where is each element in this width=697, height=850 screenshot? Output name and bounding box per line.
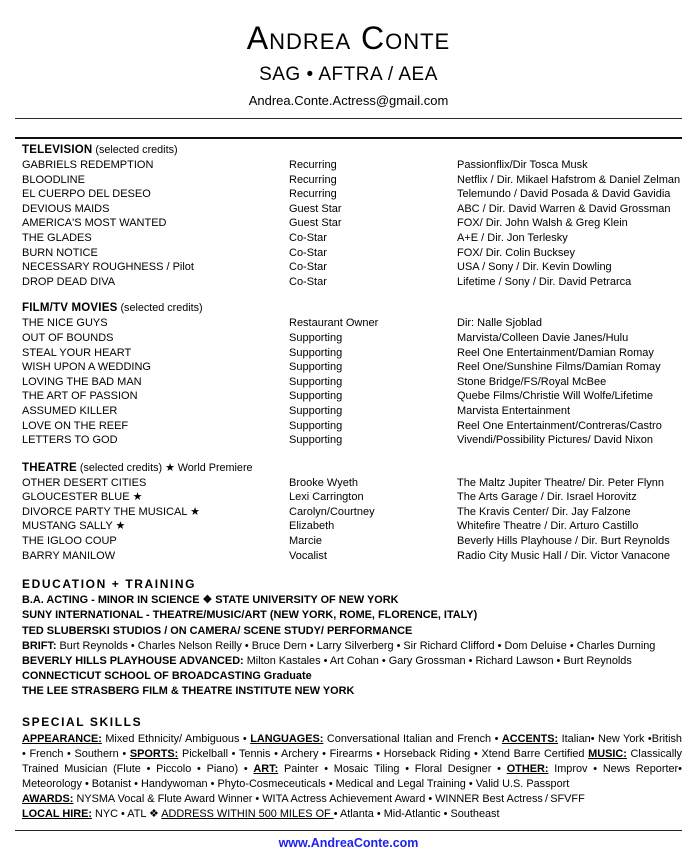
table-row bbox=[22, 404, 682, 419]
credit-role: Lexi Carrington bbox=[289, 491, 364, 504]
table-row bbox=[22, 519, 682, 534]
skill-category-label: MUSIC: bbox=[588, 747, 627, 760]
skill-text: Painter • Mosaic Tiling • Floral Designer • bbox=[278, 762, 507, 775]
education-label: SUNY INTERNATIONAL - THEATRE/MUSIC/ART (NEW YORK, ROME, FLORENCE, ITALY) bbox=[22, 609, 478, 622]
skills-paragraph bbox=[22, 732, 682, 792]
credit-title: LOVING THE BAD MAN bbox=[22, 375, 142, 388]
skill-category-label: ACCENTS: bbox=[501, 732, 559, 745]
credit-role: Co-Star bbox=[289, 246, 327, 259]
local-hire-text: • Atlanta • Mid-Atlantic • Southeast bbox=[333, 807, 500, 820]
credit-role: Co-Star bbox=[289, 231, 327, 244]
education-line bbox=[22, 639, 682, 654]
skill-category-label: APPEARANCE: bbox=[22, 732, 102, 745]
skill-category-label: ART: bbox=[253, 762, 279, 775]
film-credits bbox=[22, 316, 682, 447]
credit-title: BLOODLINE bbox=[22, 173, 85, 186]
credit-role: Co-Star bbox=[289, 261, 327, 274]
credit-studio: Passionflix/Dir Tosca Musk bbox=[457, 159, 588, 171]
table-row bbox=[22, 202, 682, 217]
resume-header bbox=[15, 0, 682, 108]
credit-role: Supporting bbox=[289, 346, 343, 359]
credit-studio: Whitefire Theatre / Dir. Arturo Castillo bbox=[457, 520, 639, 533]
credit-studio: Reel One Entertainment/Damian Romay bbox=[457, 346, 654, 359]
education-label: BRIFT: bbox=[22, 639, 57, 652]
skill-text: Italian• New York •British • French • Southern • bbox=[22, 732, 682, 760]
skill-text: Mixed Ethnicity/ Ambiguous • bbox=[101, 732, 251, 745]
credit-title: THE ART OF PASSION bbox=[22, 390, 138, 403]
heading-label: THEATRE bbox=[22, 461, 77, 474]
awards-label: AWARDS: bbox=[22, 792, 74, 805]
section-television bbox=[22, 144, 682, 289]
table-row bbox=[22, 505, 682, 520]
skill-text: Improv • News Reporter• Meteorology • Botanist • Handywoman • Phyto-Cosmeceuticals • Medical and Legal Training • Valid U.S. Passport bbox=[22, 762, 682, 790]
skill-text: Pickelball • Tennis • Archery • Firearms • Horseback Riding • Xtend Barre Certified bbox=[178, 747, 589, 760]
email-address: Andrea.Conte.Actress@gmail.com bbox=[248, 93, 449, 108]
table-row bbox=[22, 419, 682, 434]
education-line bbox=[22, 593, 682, 608]
table-row bbox=[22, 331, 682, 346]
credit-studio: Telemundo / David Posada & David Gavidia bbox=[457, 188, 671, 201]
credit-role: Carolyn/Courtney bbox=[289, 505, 375, 518]
education-label: THE LEE STRASBERG FILM & THEATRE INSTITUTE NEW YORK bbox=[22, 685, 355, 698]
credit-role: Elizabeth bbox=[289, 520, 335, 533]
divider-line-thick bbox=[15, 137, 682, 139]
education-text: Milton Kastales • Art Cohan • Gary Grossman • Richard Lawson • Burt Reynolds bbox=[243, 655, 632, 668]
credit-role: Supporting bbox=[289, 390, 343, 403]
skill-category-label: LANGUAGES: bbox=[250, 732, 324, 745]
table-row bbox=[22, 360, 682, 375]
education-line bbox=[22, 684, 682, 699]
website-link-text[interactable]: www.AndreaConte.com bbox=[278, 835, 419, 850]
divider-line-thin bbox=[15, 118, 682, 119]
awards-line bbox=[22, 792, 682, 807]
table-row bbox=[22, 158, 682, 173]
credit-title: LOVE ON THE REEF bbox=[22, 419, 129, 432]
credit-role: Supporting bbox=[289, 375, 343, 388]
credit-role: Restaurant Owner bbox=[289, 317, 379, 330]
credit-title: BURN NOTICE bbox=[22, 246, 98, 259]
heading-label: FILM/TV MOVIES bbox=[22, 302, 118, 315]
table-row bbox=[22, 173, 682, 188]
credit-studio: A+E / Dir. Jon Terlesky bbox=[457, 231, 568, 244]
credit-studio: Reel One/Sunshine Films/Damian Romay bbox=[457, 361, 661, 374]
education-label: BEVERLY HILLS PLAYHOUSE ADVANCED: bbox=[22, 655, 244, 668]
credit-role: Supporting bbox=[289, 404, 343, 417]
credit-title: DROP DEAD DIVA bbox=[22, 275, 116, 288]
credit-role: Guest Star bbox=[289, 217, 342, 230]
table-row bbox=[22, 260, 682, 275]
credit-studio: Quebe Films/Christie Will Wolfe/Lifetime bbox=[457, 390, 654, 403]
credit-studio: Dir: Nalle Sjoblad bbox=[457, 317, 542, 330]
education-label: B.A. ACTING - MINOR IN SCIENCE ❖ STATE UNIVERSITY OF NEW YORK bbox=[22, 594, 399, 607]
skill-text: Conversational Italian and French • bbox=[323, 732, 502, 745]
page-title: Andrea Conte bbox=[246, 20, 451, 56]
education-line bbox=[22, 608, 682, 623]
table-row bbox=[22, 375, 682, 390]
credit-title: STEAL YOUR HEART bbox=[22, 346, 132, 359]
credit-studio: Radio City Music Hall / Dir. Victor Vanacone bbox=[457, 549, 670, 562]
awards-text: NYSMA Vocal & Flute Award Winner • WITA Actress Achievement Award • WINNER Best Actress / SFVFF bbox=[73, 792, 585, 805]
credit-studio: FOX/ Dir. Colin Bucksey bbox=[457, 246, 575, 259]
credit-title: WISH UPON A WEDDING bbox=[22, 361, 151, 374]
table-row bbox=[22, 187, 682, 202]
theatre-credits bbox=[22, 476, 682, 564]
section-film-tv-movies bbox=[22, 302, 682, 447]
table-row bbox=[22, 346, 682, 361]
section-heading-skills: SPECIAL SKILLS bbox=[22, 714, 143, 729]
table-row bbox=[22, 216, 682, 231]
education-line bbox=[22, 624, 682, 639]
credit-title: OTHER DESERT CITIES bbox=[22, 476, 147, 489]
credit-role: Supporting bbox=[289, 434, 343, 447]
credit-role: Supporting bbox=[289, 331, 343, 344]
table-row bbox=[22, 476, 682, 491]
table-row bbox=[22, 389, 682, 404]
local-hire-line bbox=[22, 807, 682, 822]
table-row bbox=[22, 549, 682, 564]
education-text: Burt Reynolds • Charles Nelson Reilly • Bruce Dern • Larry Silverberg • Sir Richard Clifford • Dom Deluise • Charles Durning bbox=[56, 639, 656, 652]
credit-title: EL CUERPO DEL DESEO bbox=[22, 188, 151, 201]
television-credits bbox=[22, 158, 682, 289]
credit-role: Supporting bbox=[289, 361, 343, 374]
local-hire-underlined-text: ADDRESS WITHIN 500 MILES OF bbox=[161, 807, 334, 820]
credit-title: BARRY MANILOW bbox=[22, 549, 116, 562]
section-special-skills bbox=[22, 715, 682, 822]
table-row bbox=[22, 433, 682, 448]
section-education-training bbox=[22, 577, 682, 699]
credit-title: DIVORCE PARTY THE MUSICAL ★ bbox=[22, 505, 200, 518]
credit-title: DEVIOUS MAIDS bbox=[22, 202, 110, 215]
credit-title: AMERICA'S MOST WANTED bbox=[22, 217, 167, 230]
table-row bbox=[22, 231, 682, 246]
credit-studio: The Kravis Center/ Dir. Jay Falzone bbox=[457, 505, 631, 518]
heading-label: TELEVISION bbox=[22, 144, 93, 156]
section-heading-television bbox=[22, 144, 682, 156]
table-row bbox=[22, 316, 682, 331]
credit-studio: Reel One Entertainment/Contreras/Castro bbox=[457, 419, 662, 432]
education-line bbox=[22, 654, 682, 669]
credit-title: GLOUCESTER BLUE ★ bbox=[22, 491, 143, 504]
education-label: CONNECTICUT SCHOOL OF BROADCASTING Graduate bbox=[22, 670, 312, 683]
skill-category-label: SPORTS: bbox=[129, 747, 179, 760]
union-affiliations: SAG • AFTRA / AEA bbox=[259, 64, 438, 85]
education-label: TED SLUBERSKI STUDIOS / ON CAMERA/ SCENE STUDY/ PERFORMANCE bbox=[22, 624, 413, 637]
footer-divider-line bbox=[15, 830, 682, 831]
skill-category-label: OTHER: bbox=[506, 762, 549, 775]
credit-studio: Marvista Entertainment bbox=[457, 404, 571, 417]
credit-title: OUT OF BOUNDS bbox=[22, 331, 114, 344]
credit-role: Recurring bbox=[289, 173, 337, 186]
credit-role: Brooke Wyeth bbox=[289, 476, 358, 489]
credit-studio: Vivendi/Possibility Pictures/ David Nixon bbox=[457, 434, 654, 447]
credit-role: Marcie bbox=[289, 535, 323, 548]
credit-studio: Lifetime / Sony / Dir. David Petrarca bbox=[457, 275, 632, 288]
credit-title: THE NICE GUYS bbox=[22, 317, 108, 330]
credit-studio: Marvista/Colleen Davie Janes/Hulu bbox=[457, 331, 629, 344]
credit-studio: Beverly Hills Playhouse / Dir. Burt Reynolds bbox=[457, 535, 670, 548]
credit-studio: USA / Sony / Dir. Kevin Dowling bbox=[457, 261, 612, 274]
education-line bbox=[22, 669, 682, 684]
table-row bbox=[22, 275, 682, 290]
credit-role: Vocalist bbox=[289, 549, 327, 562]
credit-title: NECESSARY ROUGHNESS / Pilot bbox=[22, 261, 194, 274]
local-hire-text: NYC • ATL ❖ bbox=[91, 807, 162, 820]
credit-studio: Netflix / Dir. Mikael Hafstrom & Daniel Zelman bbox=[457, 173, 681, 186]
section-heading-theatre bbox=[22, 461, 682, 474]
credit-studio: The Arts Garage / Dir. Israel Horovitz bbox=[457, 491, 637, 504]
heading-suffix: (selected credits) bbox=[117, 302, 203, 315]
table-row bbox=[22, 534, 682, 549]
credit-title: LETTERS TO GOD bbox=[22, 434, 118, 447]
section-heading-film bbox=[22, 302, 682, 314]
credit-role: Supporting bbox=[289, 419, 343, 432]
table-row bbox=[22, 490, 682, 505]
credit-studio: The Maltz Jupiter Theatre/ Dir. Peter Flynn bbox=[457, 476, 665, 489]
website-link[interactable] bbox=[15, 836, 682, 850]
local-hire-label: LOCAL HIRE: bbox=[22, 807, 92, 820]
credit-studio: ABC / Dir. David Warren & David Grossman bbox=[457, 202, 671, 215]
credit-role: Co-Star bbox=[289, 275, 327, 288]
heading-suffix: (selected credits) bbox=[92, 144, 178, 156]
skill-text: Classically Trained Musician (Flute • Piccolo • Piano) • bbox=[22, 747, 682, 775]
credit-title: MUSTANG SALLY ★ bbox=[22, 520, 126, 533]
section-theatre bbox=[22, 461, 682, 564]
credit-role: Recurring bbox=[289, 188, 337, 201]
heading-suffix: (selected credits) ★ World Premiere bbox=[76, 461, 253, 474]
table-row bbox=[22, 246, 682, 261]
section-heading-education: EDUCATION + TRAINING bbox=[22, 577, 197, 592]
credit-studio: Stone Bridge/FS/Royal McBee bbox=[457, 375, 607, 388]
credit-role: Guest Star bbox=[289, 202, 342, 215]
credit-title: ASSUMED KILLER bbox=[22, 404, 118, 417]
credit-title: GABRIELS REDEMPTION bbox=[22, 159, 154, 171]
credit-role: Recurring bbox=[289, 159, 337, 171]
credit-title: THE GLADES bbox=[22, 231, 92, 244]
credit-studio: FOX/ Dir. John Walsh & Greg Klein bbox=[457, 217, 628, 230]
credit-title: THE IGLOO COUP bbox=[22, 535, 117, 548]
